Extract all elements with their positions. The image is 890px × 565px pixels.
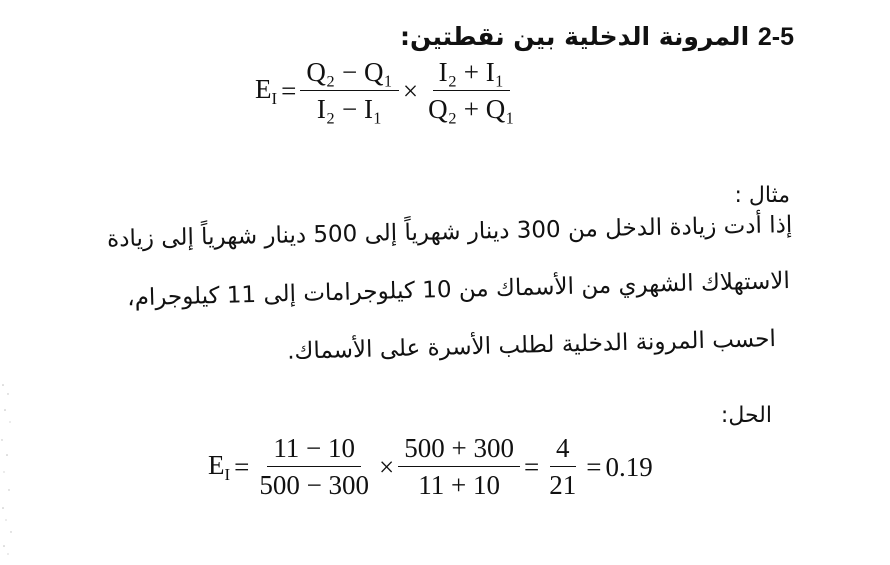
formula-fraction-2 xyxy=(422,58,521,124)
formula-fraction-1-denominator: I₂ − I₁ xyxy=(316,93,383,124)
formula-times: × xyxy=(402,75,419,106)
formula-lhs: $E_I$ xyxy=(255,73,278,108)
formula-equals: = xyxy=(281,75,297,106)
section-title: المرونة الدخلية بين نقطتين: xyxy=(399,22,750,51)
solution-equals-2: = xyxy=(524,451,540,482)
example-line-3: احسب المرونة الدخلية لطلب الأسرة على الأسماك. xyxy=(286,326,777,365)
formula-fraction-2-denominator: Q₂ + Q₁ xyxy=(428,93,515,124)
section-number: 2-5 xyxy=(757,23,794,51)
solution-equals-3: = xyxy=(586,451,602,482)
solution-fraction-3-numerator: 4 xyxy=(550,434,576,467)
solution-fraction-2-denominator: 11 + 10 xyxy=(418,469,501,500)
solution-fraction-3-denominator: 21 xyxy=(549,469,577,500)
solution-fraction-3 xyxy=(543,434,582,500)
solution-lhs: $E_I$ xyxy=(208,449,231,484)
solution-fraction-1-numerator: 11 − 10 xyxy=(267,434,361,467)
solution-fraction-2-numerator: 500 + 300 xyxy=(398,434,520,467)
formula-fraction-1-numerator: Q₂ − Q₁ xyxy=(300,58,399,91)
example-line-1: إذا أدت زيادة الدخل من 300 دينار شهرياً إلى 500 دينار شهرياً إلى زيادة xyxy=(106,212,793,253)
income-elasticity-formula xyxy=(255,58,521,124)
scan-speckles xyxy=(0,380,14,560)
solution-formula xyxy=(208,434,653,500)
section-heading xyxy=(400,22,794,52)
solution-times: × xyxy=(379,451,395,482)
formula-fraction-1 xyxy=(300,58,399,124)
solution-result: 0.19 xyxy=(605,451,653,482)
solution-label: الحل: xyxy=(720,403,772,428)
example-label: مثال : xyxy=(734,183,790,208)
example-line-2: الاستهلاك الشهري من الأسماك من 10 كيلوجرامات إلى 11 كيلوجرام، xyxy=(127,268,791,312)
solution-fraction-1-denominator: 500 − 300 xyxy=(259,469,370,500)
solution-fraction-2 xyxy=(398,434,520,500)
solution-equals: = xyxy=(234,451,250,482)
formula-fraction-2-numerator: I₂ + I₁ xyxy=(433,58,511,91)
solution-fraction-1 xyxy=(253,434,375,500)
